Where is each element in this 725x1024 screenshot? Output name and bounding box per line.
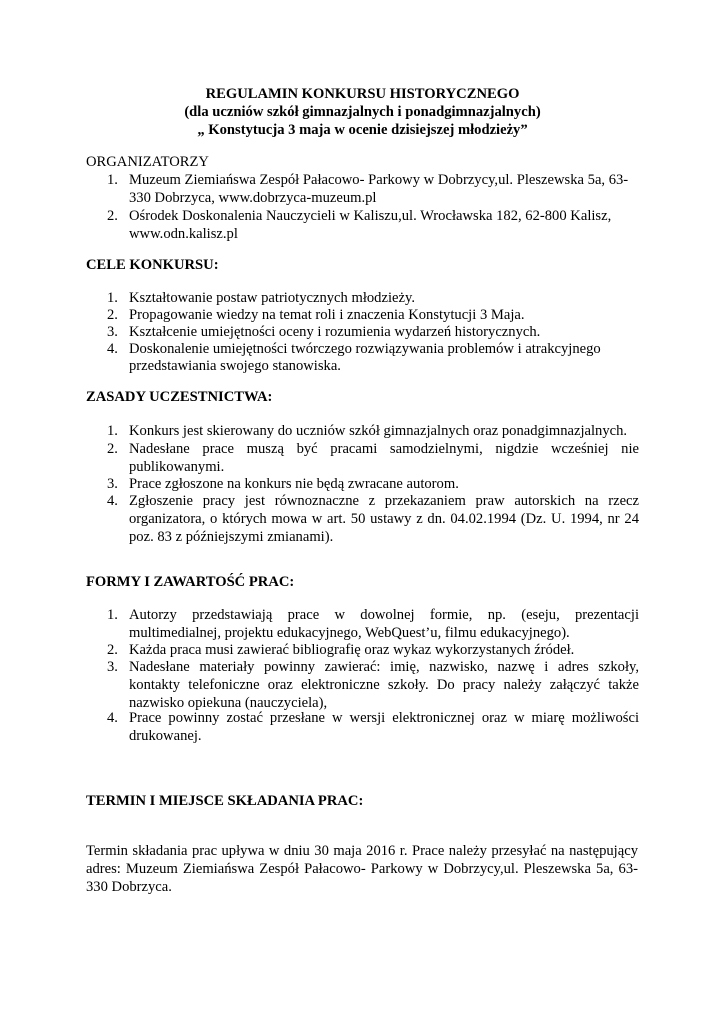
list-item-number: 4. xyxy=(107,493,118,509)
list-item-number: 2. xyxy=(107,441,118,457)
list-item-number: 4. xyxy=(107,341,118,357)
list-item-line: Nadesłane materiały powinny zawierać: imię, nazwisko, nazwę i adres szkoły, xyxy=(129,659,639,675)
list-item-number: 4. xyxy=(107,710,118,726)
section-heading-termin: TERMIN I MIEJSCE SKŁADANIA PRAC: xyxy=(86,793,364,809)
list-item-line: 330 Dobrzyca, www.dobrzyca-muzeum.pl xyxy=(129,190,377,206)
list-item-number: 1. xyxy=(107,290,118,306)
list-item-number: 3. xyxy=(107,476,118,492)
list-item-number: 2. xyxy=(107,642,118,658)
title-line-3: „ Konstytucja 3 maja w ocenie dzisiejszej młodzieży” xyxy=(197,122,528,138)
list-item-line: Kształtowanie postaw patriotycznych młodzieży. xyxy=(129,290,415,306)
list-item-line: Muzeum Ziemiańswa Zespół Pałacowo- Parkowy w Dobrzycy,ul. Pleszewska 5a, 63- xyxy=(129,172,629,188)
section-heading-formy: FORMY I ZAWARTOŚĆ PRAC: xyxy=(86,574,295,590)
list-item-line: Autorzy przedstawiają prace w dowolnej formie, np. (eseju, prezentacji xyxy=(129,607,639,623)
list-item-line: Prace zgłoszone na konkurs nie będą zwracane autorom. xyxy=(129,476,459,492)
list-item-line: Doskonalenie umiejętności twórczego rozwiązywania problemów i atrakcyjnego xyxy=(129,341,601,357)
list-item-number: 2. xyxy=(107,307,118,323)
section-heading-cele: CELE KONKURSU: xyxy=(86,257,219,273)
section-heading-organizatorzy: ORGANIZATORZY xyxy=(86,154,209,170)
list-item-line: www.odn.kalisz.pl xyxy=(129,226,238,242)
list-item-line: nazwisko opiekuna (nauczyciela), xyxy=(129,695,328,711)
list-item-number: 2. xyxy=(107,208,118,224)
list-item-line: Każda praca musi zawierać bibliografię oraz wykaz wykorzystanych źródeł. xyxy=(129,642,575,658)
list-item-line: publikowanymi. xyxy=(129,459,225,475)
list-item-line: kontakty telefoniczne oraz elektroniczne szkoły. Do pracy należy załączyć także xyxy=(129,677,639,693)
title-line-2: (dla uczniów szkół gimnazjalnych i ponadgimnazjalnych) xyxy=(184,104,541,120)
list-item-line: Prace powinny zostać przesłane w wersji elektronicznej oraz w miarę możliwości xyxy=(129,710,639,726)
termin-line: 330 Dobrzyca. xyxy=(86,879,172,895)
list-item-line: poz. 83 z późniejszymi zmianami). xyxy=(129,529,334,545)
list-item-number: 1. xyxy=(107,423,118,439)
list-item-line: Propagowanie wiedzy na temat roli i znaczenia Konstytucji 3 Maja. xyxy=(129,307,525,323)
list-item-line: drukowanej. xyxy=(129,728,202,744)
list-item-line: przedstawiania swojego stanowiska. xyxy=(129,358,341,374)
list-item-line: organizatora, o których mowa w art. 50 ustawy z dn. 04.02.1994 (Dz. U. 1994, nr 24 xyxy=(129,511,639,527)
list-item-line: Konkurs jest skierowany do uczniów szkół gimnazjalnych oraz ponadgimnazjalnych. xyxy=(129,423,628,439)
list-item-number: 3. xyxy=(107,324,118,340)
list-item-number: 3. xyxy=(107,659,118,675)
list-item-number: 1. xyxy=(107,607,118,623)
list-item-number: 1. xyxy=(107,172,118,188)
termin-line: adres: Muzeum Ziemiańswa Zespół Pałacowo- Parkowy w Dobrzycy,ul. Pleszewska 5a, 63- xyxy=(86,861,638,877)
list-item-line: Kształcenie umiejętności oceny i rozumienia wydarzeń historycznych. xyxy=(129,324,541,340)
list-item-line: Ośrodek Doskonalenia Nauczycieli w Kaliszu,ul. Wrocławska 182, 62-800 Kalisz, xyxy=(129,208,612,224)
section-heading-zasady: ZASADY UCZESTNICTWA: xyxy=(86,389,273,405)
document-title xyxy=(0,85,725,139)
list-item-line: multimedialnej, projektu edukacyjnego, WebQuest’u, filmu edukacyjnego). xyxy=(129,625,570,641)
list-item-line: Zgłoszenie pracy jest równoznaczne z przekazaniem praw autorskich na rzecz xyxy=(129,493,639,509)
title-line-1: REGULAMIN KONKURSU HISTORYCZNEGO xyxy=(205,86,520,102)
list-item-line: Nadesłane prace muszą być pracami samodzielnymi, nigdzie wcześniej nie xyxy=(129,441,639,457)
termin-line: Termin składania prac upływa w dniu 30 maja 2016 r. Prace należy przesyłać na następujący xyxy=(86,843,638,859)
